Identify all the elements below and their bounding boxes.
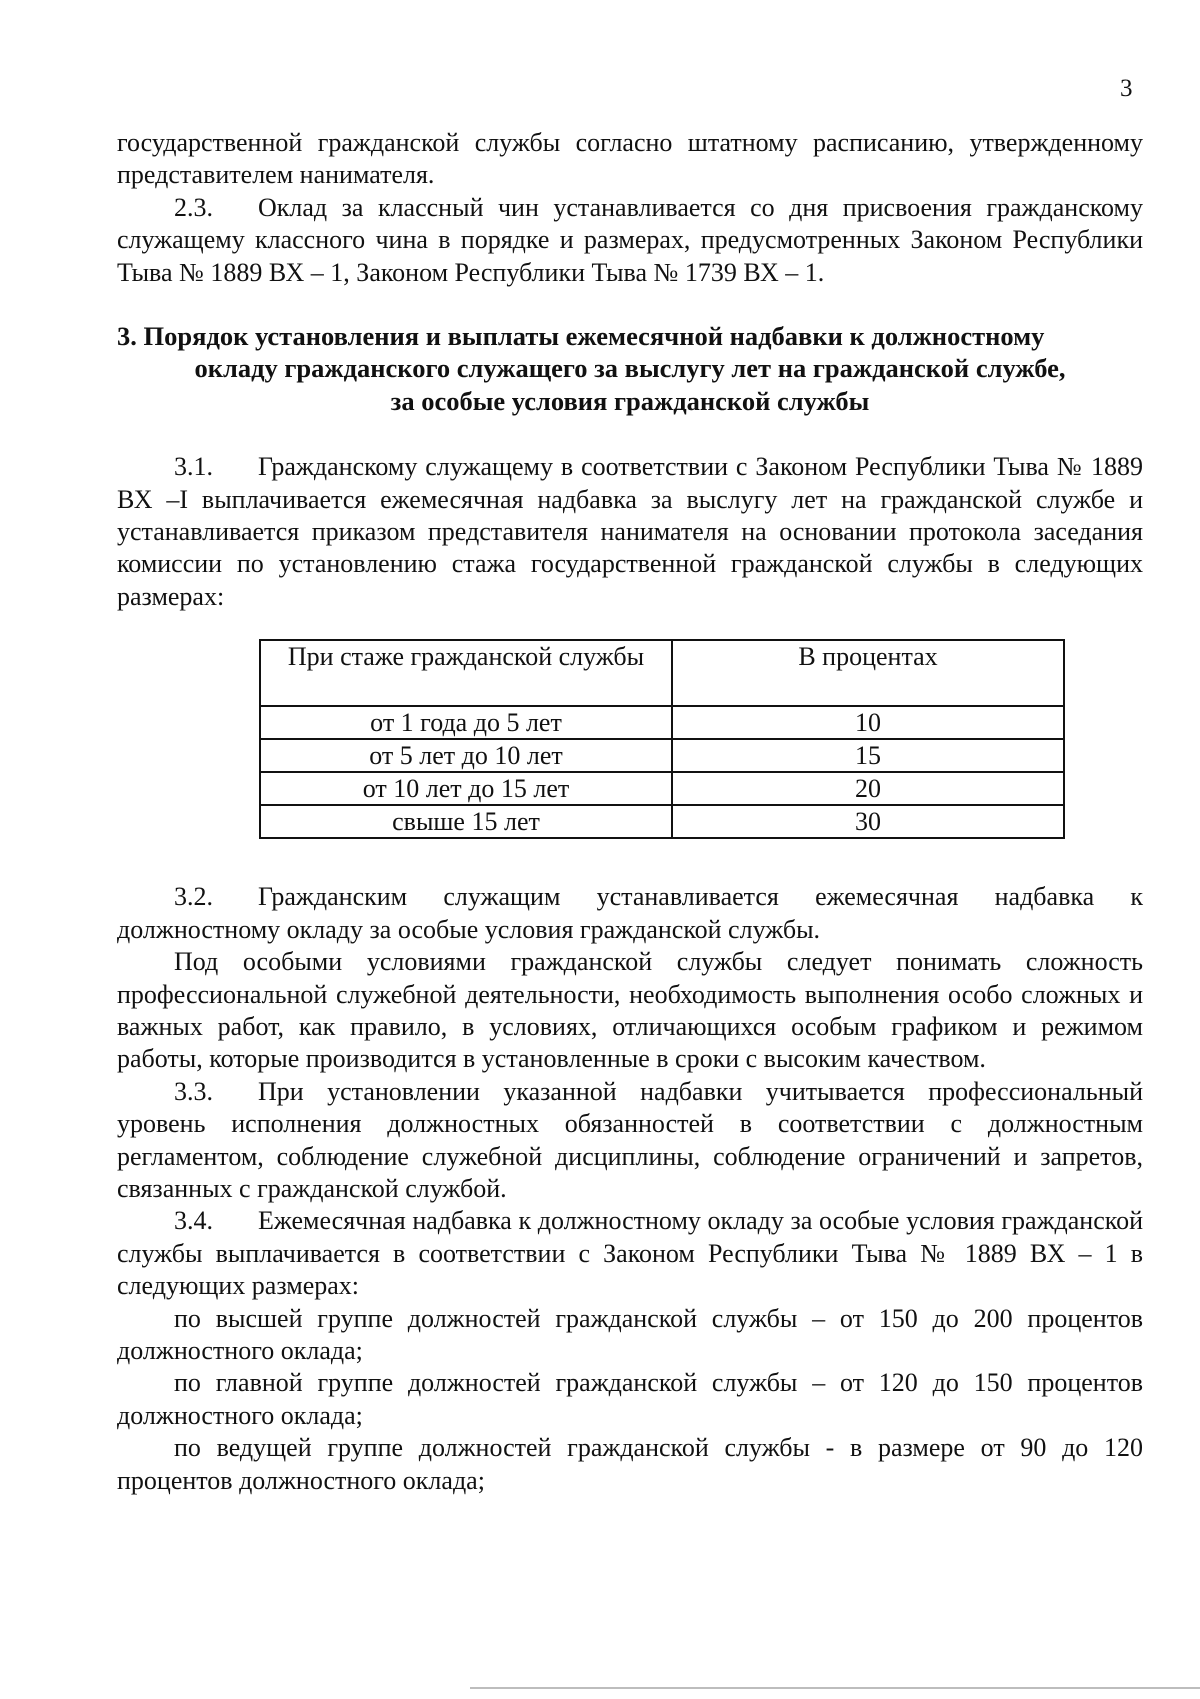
clause-number: 3.3. — [174, 1076, 213, 1106]
list-item: по высшей группе должностей гражданской службы – от 150 до 200 процентов должностного оклада; — [117, 1303, 1143, 1365]
scan-edge-line — [470, 1687, 1200, 1689]
paragraph-3-4 — [117, 1205, 1143, 1302]
table-cell: 30 — [672, 805, 1064, 838]
clause-text: При установлении указанной надбавки учитывается профессиональный уровень исполнения должностных обязанностей в соответствии с должностным регламентом, соблюдение служебной дисциплины, соблюдение ограничений и запретов, связанных с гражданской службой. — [117, 1076, 1143, 1203]
table-row — [260, 706, 1064, 739]
heading-line-3: за особые условия гражданской службы — [390, 385, 870, 416]
table-row — [260, 772, 1064, 805]
table-cell: от 10 лет до 15 лет — [260, 772, 672, 805]
table-cell: 10 — [672, 706, 1064, 739]
seniority-table — [259, 639, 1065, 839]
table-row — [260, 805, 1064, 838]
table-header-cell: При стаже гражданской службы — [260, 640, 672, 706]
clause-number: 3.4. — [174, 1206, 213, 1236]
table-header-row — [260, 640, 1064, 706]
list-item: по главной группе должностей гражданской службы – от 120 до 150 процентов должностного оклада; — [117, 1368, 1143, 1430]
paragraph-special-conditions: Под особыми условиями гражданской службы следует понимать сложность профессиональной служебной деятельности, необходимость выполнения особо сложных и важных работ, как правило, в условиях, отличающихся особым графиком и режимом работы, которые производится в установленные в сроки с высоким качеством. — [117, 947, 1143, 1074]
seniority-table-wrapper — [117, 639, 1143, 839]
clause-text: Оклад за классный чин устанавливается со дня присвоения гражданскому служащему классного чина в порядке и размерах, предусмотренных Законом Республики Тыва № 1889 ВХ – 1, Законом Республики Тыва № 1739 ВХ – 1. — [117, 192, 1143, 287]
table-cell: 20 — [672, 772, 1064, 805]
table-cell: от 1 года до 5 лет — [260, 706, 672, 739]
paragraph-3-2 — [117, 881, 1143, 946]
paragraph-3-1 — [117, 451, 1143, 613]
table-header-cell: В процентах — [672, 640, 1064, 706]
clause-number: 2.3. — [174, 192, 213, 222]
clause-text: Гражданским служащим устанавливается ежемесячная надбавка к должностному окладу за особые условия гражданской службы. — [117, 882, 1143, 944]
paragraph-3-3 — [117, 1076, 1143, 1206]
table-cell: 15 — [672, 739, 1064, 772]
table-cell: свыше 15 лет — [260, 805, 672, 838]
list-item: по ведущей группе должностей гражданской службы - в размере от 90 до 120 процентов должностного оклада; — [117, 1433, 1143, 1495]
table-row — [260, 739, 1064, 772]
heading-line-2: окладу гражданского служащего за выслугу лет на гражданской службе, — [194, 353, 1066, 384]
heading-line-1: 3. Порядок установления и выплаты ежемесячной надбавки к должностному — [117, 321, 1045, 352]
table-cell: от 5 лет до 10 лет — [260, 739, 672, 772]
document-body — [117, 127, 1143, 1497]
clause-number: 3.1. — [174, 452, 213, 482]
paragraph-2-3 — [117, 192, 1143, 289]
clause-number: 3.2. — [174, 882, 213, 912]
section-3-heading — [117, 320, 1143, 417]
clause-text: Гражданскому служащему в соответствии с Законом Республики Тыва № 1889 ВХ –I выплачивается ежемесячная надбавка за выслугу лет на гражданской службе и устанавливается приказом представителя нанимателя на основании протокола заседания комиссии по установлению стажа государственной гражданской службы в следующих размерах: — [117, 452, 1143, 611]
clause-text: Ежемесячная надбавка к должностному окладу за особые условия гражданской службы выплачивается в соответствии с Законом Республики Тыва № 1889 ВХ – 1 в следующих размерах: — [117, 1206, 1143, 1301]
paragraph-continuation: государственной гражданской службы согласно штатному расписанию, утвержденному представителем нанимателя. — [117, 128, 1143, 190]
page-number: 3 — [1120, 75, 1133, 102]
